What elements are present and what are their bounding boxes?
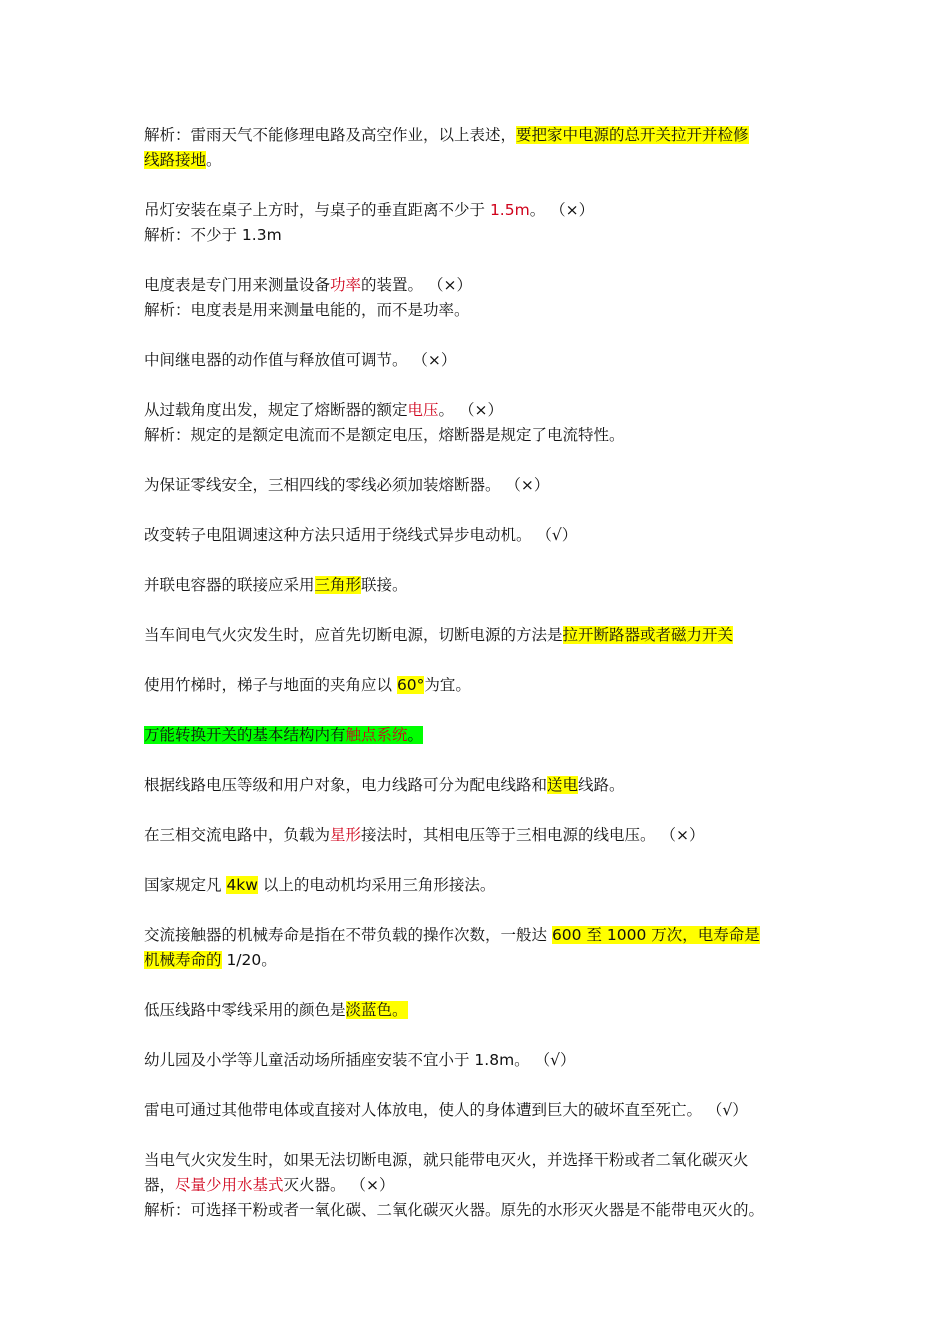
red-text: 功率 [330,276,362,294]
question-line [144,623,814,648]
question-line [144,573,814,598]
question-line: 当电气火灾发生时，如果无法切断电源，就只能带电灭火，并选择干粉或者二氧化碳灭火 [144,1151,749,1169]
highlighted-text: 送电 [547,776,579,794]
text: 低压线路中零线采用的颜色是 [144,1001,346,1019]
explanation-line: 解析：不少于 1.3m [144,226,282,244]
question-line [144,923,814,948]
question-line [144,773,814,798]
question-line: 改变转子电阻调速这种方法只适用于绕线式异步电动机。 （√） [144,526,578,544]
text: 1/20。 [221,951,277,969]
highlighted-text: 淡蓝色。 [345,1001,408,1019]
question-line [144,998,814,1023]
question-line: 雷电可通过其他带电体或直接对人体放电，使人的身体遭到巨大的破坏直至死亡。 （√） [144,1101,748,1119]
explanation-line: 解析：可选择干粉或者一氧化碳、二氧化碳灭火器。原先的水形灭火器是不能带电灭火的。 [144,1201,765,1219]
red-text: 星形 [330,826,362,844]
document-content [144,123,814,1223]
text: 交流接触器的机械寿命是指在不带负载的操作次数，一般达 [144,926,552,944]
text: 接法时，其相电压等于三相电源的线电压。 （×） [361,826,705,844]
text: 联接。 [361,576,408,594]
text: 从过载角度出发，规定了熔断器的额定 [144,401,408,419]
question-line [144,673,814,698]
text: 为宜。 [424,676,471,694]
highlighted-text: 600 至 1000 万次，电寿命是 [551,926,760,944]
text: 当车间电气火灾发生时，应首先切断电源，切断电源的方法是 [144,626,563,644]
question-line: 幼儿园及小学等儿童活动场所插座安装不宜小于 1.8m。 （√） [144,1051,576,1069]
question-line [144,948,814,973]
text: 的装置。 （×） [361,276,472,294]
text: 线路。 [578,776,625,794]
text: 器， [144,1176,176,1194]
text: 吊灯安装在桌子上方时，与桌子的垂直距离不少于 [144,201,490,219]
text: 并联电容器的联接应采用 [144,576,315,594]
red-text: 电压 [407,401,439,419]
text: 使用竹梯时，梯子与地面的夹角应以 [144,676,397,694]
question-line [144,1173,814,1198]
question-line [144,823,814,848]
green-highlighted-text [144,726,423,744]
highlighted-text: 要把家中电源的总开关拉开并检修 [516,126,749,144]
highlighted-text: 机械寿命的 [144,951,222,969]
question-line: 为保证零线安全，三相四线的零线必须加装熔断器。 （×） [144,476,550,494]
question-line [144,273,814,298]
highlighted-text: 拉开断路器或者磁力开关 [562,626,734,644]
explanation-line [144,123,814,148]
highlighted-text: 三角形 [314,576,362,594]
text: 。 [206,151,222,169]
highlighted-text: 60° [396,676,425,694]
explanation-line: 解析：规定的是额定电流而不是额定电压，熔断器是规定了电流特性。 [144,426,625,444]
text: 灭火器。 （×） [283,1176,395,1194]
text: 。 （×） [438,401,503,419]
explanation-line: 解析：电度表是用来测量电能的，而不是功率。 [144,301,470,319]
question-line [144,398,814,423]
text: 以上的电动机均采用三角形接法。 [257,876,496,894]
red-text: 1.5m [489,201,530,219]
question-line: 中间继电器的动作值与释放值可调节。 （×） [144,351,457,369]
red-text: 触点系统 [345,726,408,744]
question-line [144,723,814,748]
question-line [144,198,814,223]
red-text: 尽量少用水基式 [175,1176,284,1194]
text: 解析：雷雨天气不能修理电路及高空作业，以上表述， [144,126,517,144]
text: 万能转换开关的基本结构内有 [144,726,346,744]
highlighted-text: 4kw [226,876,258,894]
question-line [144,873,814,898]
text: 电度表是专门用来测量设备 [144,276,331,294]
text: 在三相交流电路中，负载为 [144,826,331,844]
text: 。 [407,726,424,744]
text: 国家规定凡 [144,876,227,894]
text: 根据线路电压等级和用户对象，电力线路可分为配电线路和 [144,776,548,794]
highlighted-text: 线路接地 [144,151,207,169]
text: 。 （×） [529,201,595,219]
explanation-line [144,148,814,173]
